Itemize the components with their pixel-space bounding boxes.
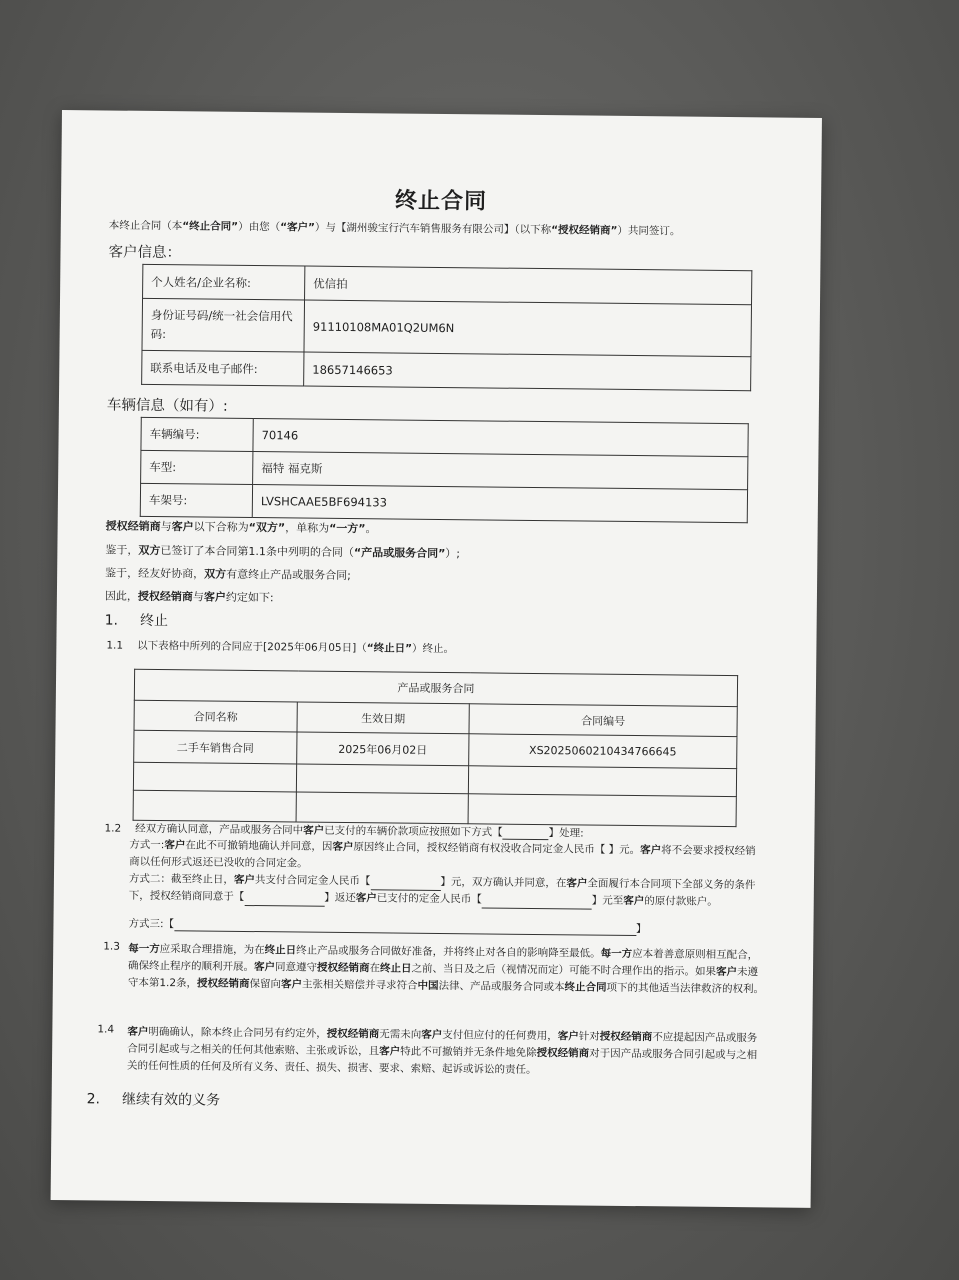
clause-1-2-method-2: 方式二：截至终止日，客户共支付合同定金人民币【 】元，双方确认并同意，在客户全面履行本合同项下全部义务的条件下，授权经销商同意于【 】返还客户已支付的定金人民币【 】元至客户的原付款账户。: [128, 872, 756, 908]
row-1-number: XS2025060210434766645: [469, 734, 737, 769]
contract-table: [133, 669, 739, 827]
clause-1-2-method-3: 方式三:【 】: [128, 917, 647, 936]
recital-parties: 授权经销商与客户以下合称为“双方”，单称为“一方”。: [105, 519, 377, 536]
recital-whereas-2: 鉴于，经友好协商，双方有意终止产品或服务合同;: [105, 566, 351, 583]
row-1-name: 二手车销售合同: [134, 730, 297, 764]
document-title: 终止合同: [394, 188, 488, 215]
clause-1-4-number: 1.4: [97, 1023, 115, 1036]
vehicle-vin-label: 车架号:: [140, 483, 252, 517]
section-2-heading: 2. 继续有效的义务: [86, 1091, 221, 1109]
customer-name-value: 优信拍: [305, 266, 752, 305]
row-2-name: [133, 762, 296, 792]
row-3-date: [296, 792, 468, 824]
section-1-heading: 1. 终止: [104, 612, 169, 630]
customer-id-label: 身份证号码/统一社会信用代码:: [142, 298, 305, 352]
clause-1-3: 每一方应采取合理措施，为在终止日终止产品或服务合同做好准备，并将终止对各自的影响降至最低。每一方应本着善意原则相互配合，确保终止程序的顺利开展。客户同意遵守授权经销商在终止日之前、当日及之后（视情况而定）可能不时合理作出的指示。如果客户未遵守本第1.2条，授权经销商保留向客户主张相关赔偿并寻求符合中国法律、产品或服务合同或本终止合同项下的其他适当法律救济的权利。: [127, 942, 765, 996]
clause-1-4: 客户明确确认，除本终止合同另有约定外，授权经销商无需未向客户支付但应付的任何费用，客户针对授权经销商不应提起因产品或服务合同引起或与之相关的任何其他索赔、主张或诉讼，且客户特此不可撤销并无条件地免除授权经销商对于因产品或服务合同引起或与之相关的任何性质的任何及所有义务、责任、损失、损害、要求、索赔、起诉或诉讼的责任。: [126, 1025, 758, 1077]
row-2-date: [296, 764, 468, 794]
vehicle-model-value: 福特 福克斯: [253, 452, 748, 490]
customer-info-heading: 客户信息：: [108, 244, 182, 262]
customer-name-label: 个人姓名/企业名称:: [143, 264, 305, 300]
intro-line: 本终止合同（本“终止合同”）由您（“客户”）与【湖州骏宝行汽车销售服务有限公司】（以下称“授权经销商”）共同签订。: [108, 219, 681, 238]
row-2-number: [468, 766, 736, 797]
clause-1-2-intro: 1.2 经双方确认同意，产品或服务合同中客户已支付的车辆价款项应按照如下方式【 】处理:: [104, 822, 584, 840]
customer-id-value: 91110108MA01Q2UM6N: [304, 300, 752, 357]
contract-table-caption: 产品或服务合同: [134, 669, 737, 706]
recital-whereas-1: 鉴于，双方已签订了本合同第1.1条中列明的合同（“产品或服务合同”）;: [105, 543, 461, 561]
col-header-number: 合同编号: [469, 704, 737, 737]
customer-contact-label: 联系电话及电子邮件:: [142, 350, 304, 386]
customer-contact-value: 18657146653: [304, 352, 751, 391]
row-1-date: 2025年06月02日: [297, 732, 469, 766]
recital-therefore: 因此，授权经销商与客户约定如下:: [104, 589, 274, 605]
vehicle-no-value: 70146: [253, 419, 748, 457]
vehicle-no-label: 车辆编号:: [141, 417, 253, 451]
clause-1-1: 1.1 以下表格中所列的合同应于[2025年06月05日]（“终止日”）终止。: [106, 639, 455, 656]
vehicle-vin-value: LVSHCAAE5BF694133: [252, 485, 747, 523]
col-header-date: 生效日期: [297, 702, 469, 734]
col-header-name: 合同名称: [134, 700, 297, 732]
vehicle-info-table: [140, 417, 749, 523]
customer-info-table: [141, 264, 752, 391]
row-3-number: [468, 794, 736, 827]
clause-1-3-number: 1.3: [103, 940, 121, 953]
contract-page: [51, 110, 822, 1208]
vehicle-info-heading: 车辆信息（如有）:: [106, 397, 228, 415]
clause-1-2-method-1: 方式一:客户在此不可撤销地确认并同意，因客户原因终止合同，授权经销商有权没收合同定金人民币【 】元。客户将不会要求授权经销商以任何形式返还已没收的合同定金。: [129, 838, 756, 870]
vehicle-model-label: 车型:: [141, 450, 253, 484]
row-3-name: [133, 790, 296, 822]
